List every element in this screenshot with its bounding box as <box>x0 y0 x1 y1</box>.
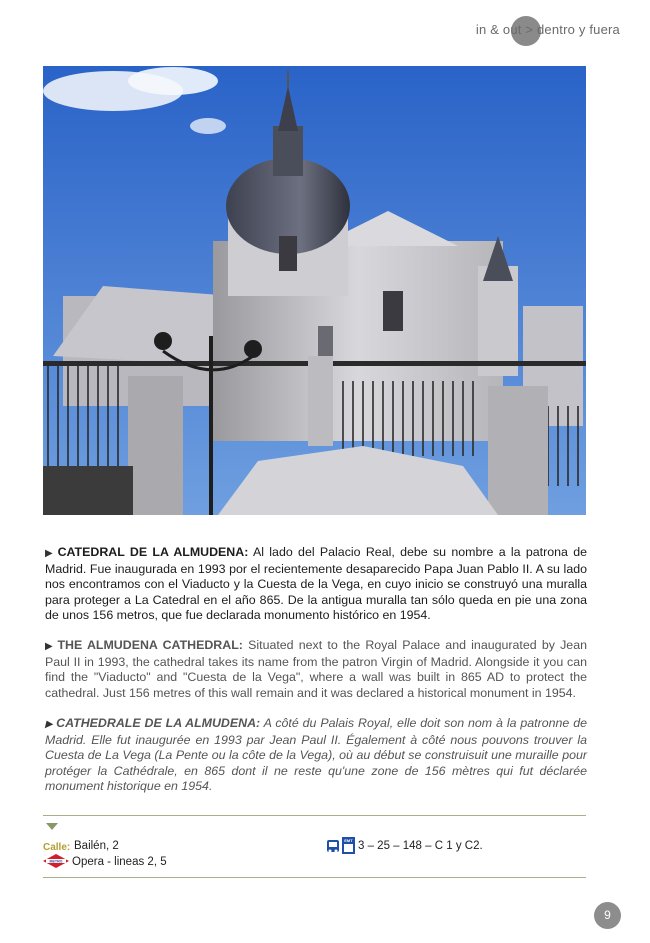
metro-value: Opera - lineas 2, 5 <box>72 856 167 868</box>
english-paragraph <box>45 638 587 701</box>
bus-icon <box>327 840 339 853</box>
bullet-triangle-icon: ▶ <box>45 548 55 559</box>
cathedral-photo <box>43 66 586 515</box>
bullet-triangle-icon: ▶ <box>45 719 54 730</box>
english-heading: THE ALMUDENA CATHEDRAL: <box>57 638 243 652</box>
french-paragraph <box>45 716 587 795</box>
divider-top <box>43 815 586 816</box>
spanish-paragraph <box>45 545 587 624</box>
page-number: 9 <box>594 902 621 929</box>
metro-logo-icon <box>43 854 69 873</box>
english-body: Situated next to the Royal Palace and inaugurated by Jean Paul II in 1993, the cathedral takes its name from the patron Virgin of Madrid. Alongside it you can find the "Viaducto" and "Cuesta de la Vega", where a wall was built in 865 AD to protect the cathedral. Just 156 metres of this wall remain and it was declared a historical monument in 1954. <box>45 638 587 700</box>
bullet-triangle-icon: ▶ <box>45 641 55 652</box>
french-heading: CATHEDRALE DE LA ALMUDENA: <box>56 716 261 730</box>
chevron-down-icon <box>46 823 58 830</box>
divider-bottom <box>43 877 586 878</box>
svg-text:EMT: EMT <box>344 838 353 843</box>
bus-lines-value: 3 – 25 – 148 – C 1 y C2. <box>358 840 483 852</box>
spanish-body: Al lado del Palacio Real, debe su nombre a la patrona de Madrid. Fue inaugurada en 1993 por el recientemente desaparecido Papa Juan Pablo II. A su lado nos encontramos con el Viaducto y la Cuesta de la Vega, en cuyo inicio se construyó una muralla para proteger a La Catedral en el año 865. De la antigua muralla tan sólo queda en pie una zona de unos 156 metros, que fue declarada monumento histórico en 1954. <box>45 545 587 623</box>
street-value: Bailén, 2 <box>74 840 119 852</box>
bus-icons <box>326 837 356 860</box>
header-text: in & out > dentro y fuera <box>475 22 620 37</box>
french-body: A côté du Palais Royal, elle doit son nom à la patronne de Madrid. Elle fut inaugurée en 1993 par Jean Paul II. Également à côté nous pouvons trouver la Cuesta de La Vega (La Pente ou la côte de la Vega), où au début se construisuit une muraille pour protéger la Cathédrale, en 865 dont il ne reste qu'une zone de 156 mètres qui fut déclarée monument historique en 1954. <box>45 716 587 794</box>
street-label: Calle: <box>43 842 71 853</box>
section-header <box>476 22 620 44</box>
emt-badge-icon <box>342 837 355 854</box>
svg-text:METRO: METRO <box>49 859 63 864</box>
spanish-heading: CATEDRAL DE LA ALMUDENA: <box>57 545 249 559</box>
cathedral-illustration <box>43 66 586 515</box>
